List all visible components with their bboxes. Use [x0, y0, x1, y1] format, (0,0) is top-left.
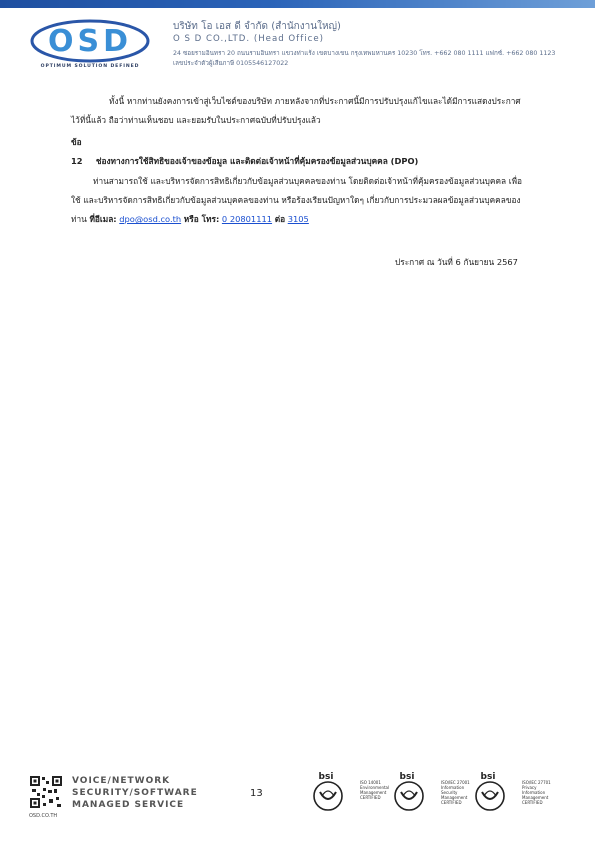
dpo-phone-link[interactable]: 0 20801111 — [221, 214, 273, 224]
bsi-iso-27701-badge — [474, 770, 552, 814]
service-line-2: SECURITY/SOFTWARE — [72, 788, 198, 798]
header-top-bar — [0, 0, 595, 8]
cert-label — [441, 780, 475, 805]
cert-description: Privacy Information Management — [522, 785, 549, 800]
section-number: ข้อ 12 — [71, 137, 83, 166]
qr-caption: OSD.CO.TH — [29, 813, 58, 819]
qr-code-icon — [29, 775, 63, 809]
company-address: 24 ซอยรามอินทรา 20 ถนนรามอินทรา แขวงท่าแร้ง เขตบางเขน กรุงเทพมหานคร 10230 โทร. +662 080 1111 แฟกซ์. +662 080 1123 — [173, 50, 556, 57]
service-line-3: MANAGED SERVICE — [72, 800, 185, 810]
bsi-brand-label: bsi — [480, 772, 496, 782]
paragraph-notice-update: ทั้งนี้ หากท่านยังคงการเข้าสู่เว็บไซต์ของบริษัท ภายหลังจากที่ประกาศนี้มีการปรับปรุงแก้ไขและได้มีการแสดงประกาศไว้ที่นี้แล้ว ถือว่าท่านเห็นชอบ และยอมรับในประกาศฉบับที่ปรับปรุงแล้ว — [71, 96, 521, 125]
cert-status: CERTIFIED — [441, 800, 462, 805]
email-label: ที่อีเมล: — [89, 214, 117, 224]
cert-status: CERTIFIED — [360, 795, 381, 800]
paragraph-dpo-contact — [71, 172, 527, 229]
cert-label — [522, 780, 556, 805]
extension-label: ต่อ — [274, 214, 286, 224]
announcement-date: ประกาศ ณ วันที่ 6 กันยายน 2567 — [395, 257, 518, 267]
bsi-iso-27001-badge — [393, 770, 471, 814]
dpo-email-link[interactable]: dpo@osd.co.th — [119, 214, 182, 224]
managed-service-tagline — [72, 775, 198, 811]
section-title: ช่องทางการใช้สิทธิของเจ้าของข้อมูล และติดต่อเจ้าหน้าที่คุ้มครองข้อมูลส่วนบุคคล (DPO) — [95, 156, 419, 166]
bsi-brand-label: bsi — [318, 772, 334, 782]
cert-standard: ISO/IEC 27001 — [441, 780, 470, 785]
phone-label: หรือ โทร: — [183, 214, 220, 224]
company-name-thai: บริษัท โอ เอส ดี จำกัด (สำนักงานใหญ่) — [173, 21, 341, 32]
company-info — [173, 20, 583, 69]
cert-description: Environmental Management — [360, 785, 390, 795]
cert-label — [360, 780, 394, 800]
document-body — [71, 92, 527, 229]
logo-tagline: OPTIMUM SOLUTION DEFINED — [40, 64, 140, 69]
cert-standard: ISO 14001 — [360, 780, 381, 785]
company-name-english: O S D CO.,LTD. (Head Office) — [173, 34, 324, 44]
service-line-1: VOICE/NETWORK — [72, 776, 171, 786]
section-12-heading — [71, 133, 527, 171]
page-number: 13 — [250, 788, 263, 799]
cert-description: Information Security Management — [441, 785, 468, 800]
logo-lettering: OSD — [47, 24, 133, 59]
bsi-brand-label: bsi — [399, 772, 415, 782]
cert-status: CERTIFIED — [522, 800, 543, 805]
dpo-extension-link[interactable]: 3105 — [287, 214, 309, 224]
cert-standard: ISO/IEC 27701 — [522, 780, 551, 785]
dpo-contact-text: ท่านสามารถใช้ และบริหารจัดการสิทธิเกี่ยวกับข้อมูลส่วนบุคคลของท่าน โดยติดต่อเจ้าหน้าที่คุ้มครองข้อมูลส่วนบุคคล เพื่อใช้ และบริหารจัดการสิทธิเกี่ยวกับข้อมูลส่วนบุคคลของท่าน หรือร้องเรียนปัญหาใดๆ เกี่ยวกับการประมวลผลข้อมูลส่วนบุคคลของท่าน — [71, 176, 523, 224]
company-tax-id: เลขประจำตัวผู้เสียภาษี 0105546127022 — [173, 60, 289, 67]
bsi-iso-14001-badge — [312, 770, 390, 814]
